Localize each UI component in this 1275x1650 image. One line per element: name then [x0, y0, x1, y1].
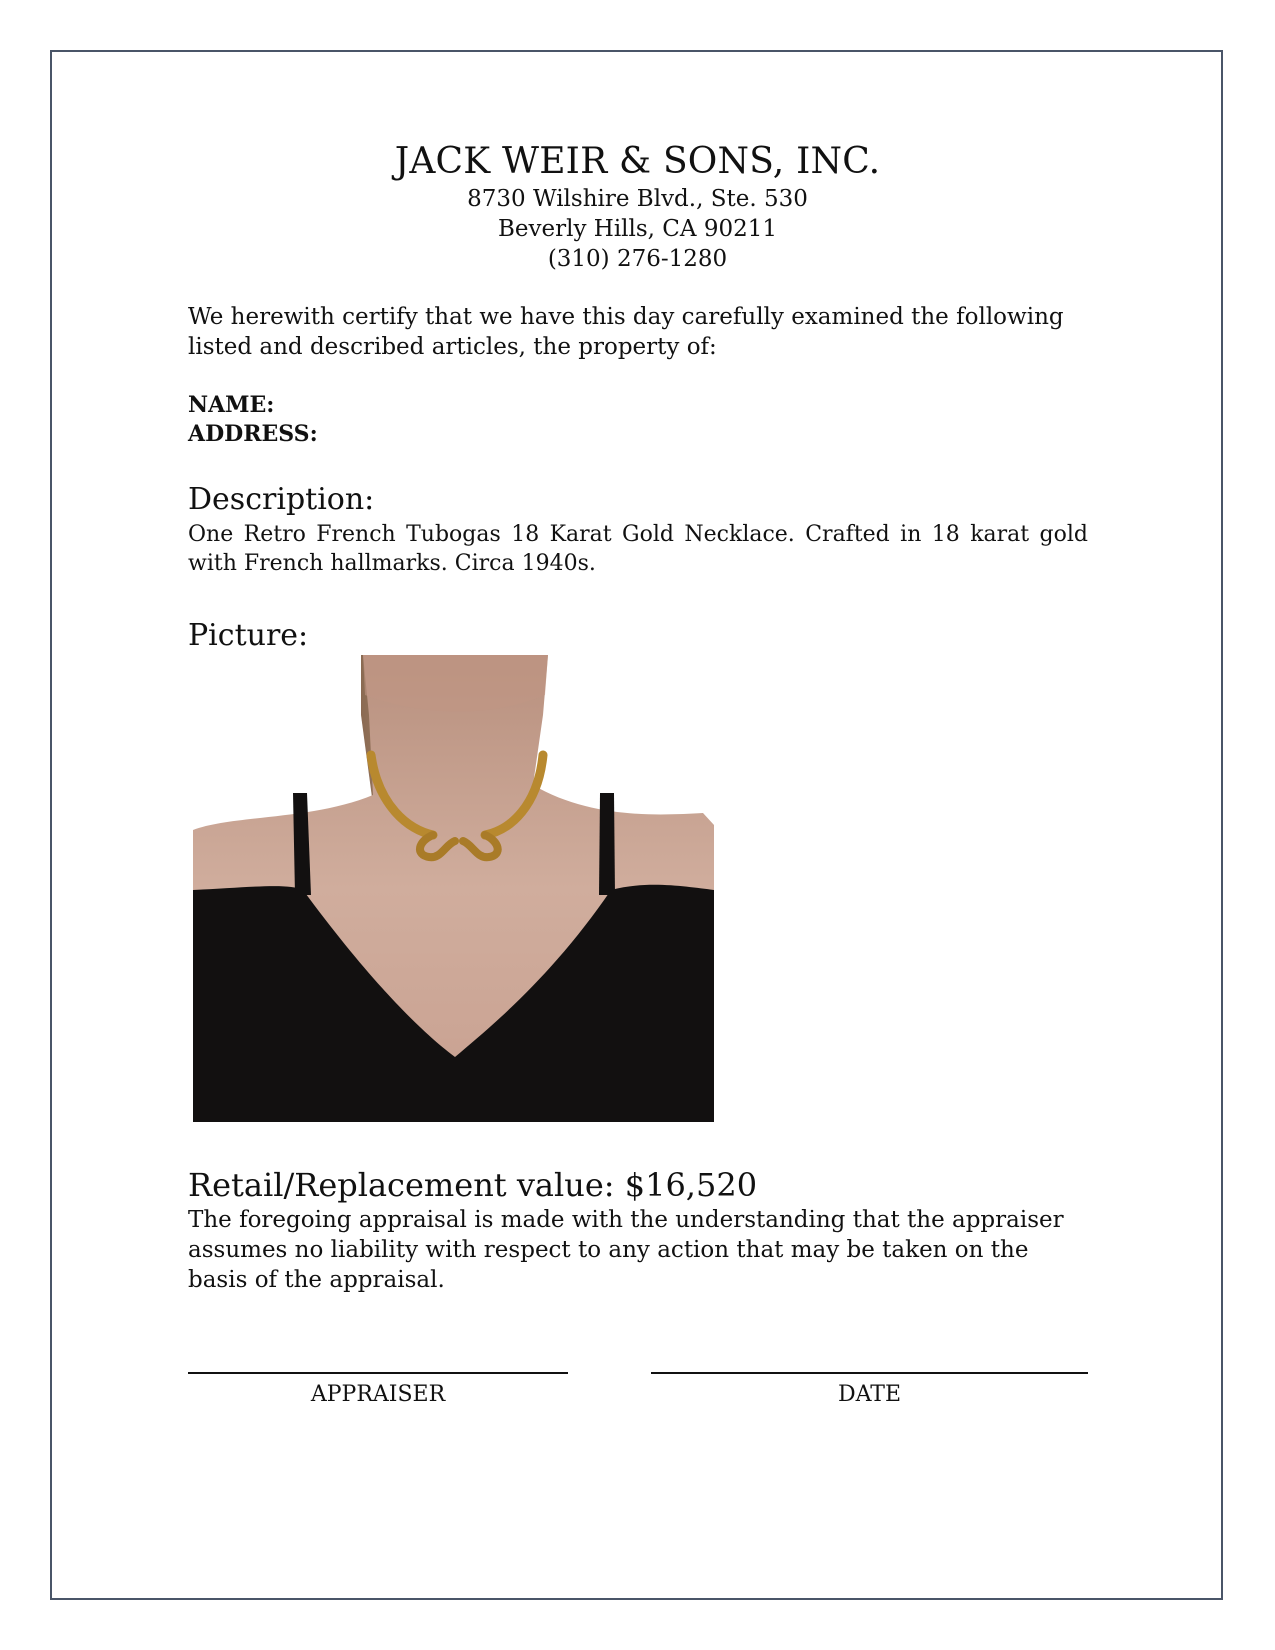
name-label: NAME: — [188, 392, 275, 418]
company-name: JACK WEIR & SONS, INC. — [394, 141, 881, 182]
company-phone: (310) 276-1280 — [547, 246, 728, 272]
company-address-line2: Beverly Hills, CA 90211 — [497, 216, 777, 242]
description-text: One Retro French Tubogas 18 Karat Gold Necklace. Crafted in 18 karat gold with French hallmarks. Circa 1940s. — [188, 522, 1088, 576]
address-label: ADDRESS: — [188, 421, 318, 447]
date-signature-line — [651, 1372, 1088, 1374]
appraiser-label: APPRAISER — [310, 1382, 446, 1407]
date-label: DATE — [837, 1382, 902, 1407]
letterhead — [0, 140, 1275, 274]
certification-intro: We herewith certify that we have this day carefully examined the following listed and described articles, the property of: — [188, 304, 1064, 360]
chin-shape — [363, 655, 548, 712]
owner-fields — [188, 391, 1088, 449]
picture-heading: Picture: — [188, 618, 309, 653]
liability-disclaimer: The foregoing appraisal is made with the understanding that the appraiser assumes no liability with respect to any action that may be taken on the basis of the appraisal. — [188, 1207, 1064, 1293]
retail-value: Retail/Replacement value: $16,520 — [188, 1166, 758, 1204]
necklace-photo — [193, 655, 714, 1122]
appraiser-signature-line — [188, 1372, 568, 1374]
description-heading: Description: — [188, 482, 375, 517]
company-address-line1: 8730 Wilshire Blvd., Ste. 530 — [467, 186, 808, 212]
right-strap — [599, 793, 615, 895]
